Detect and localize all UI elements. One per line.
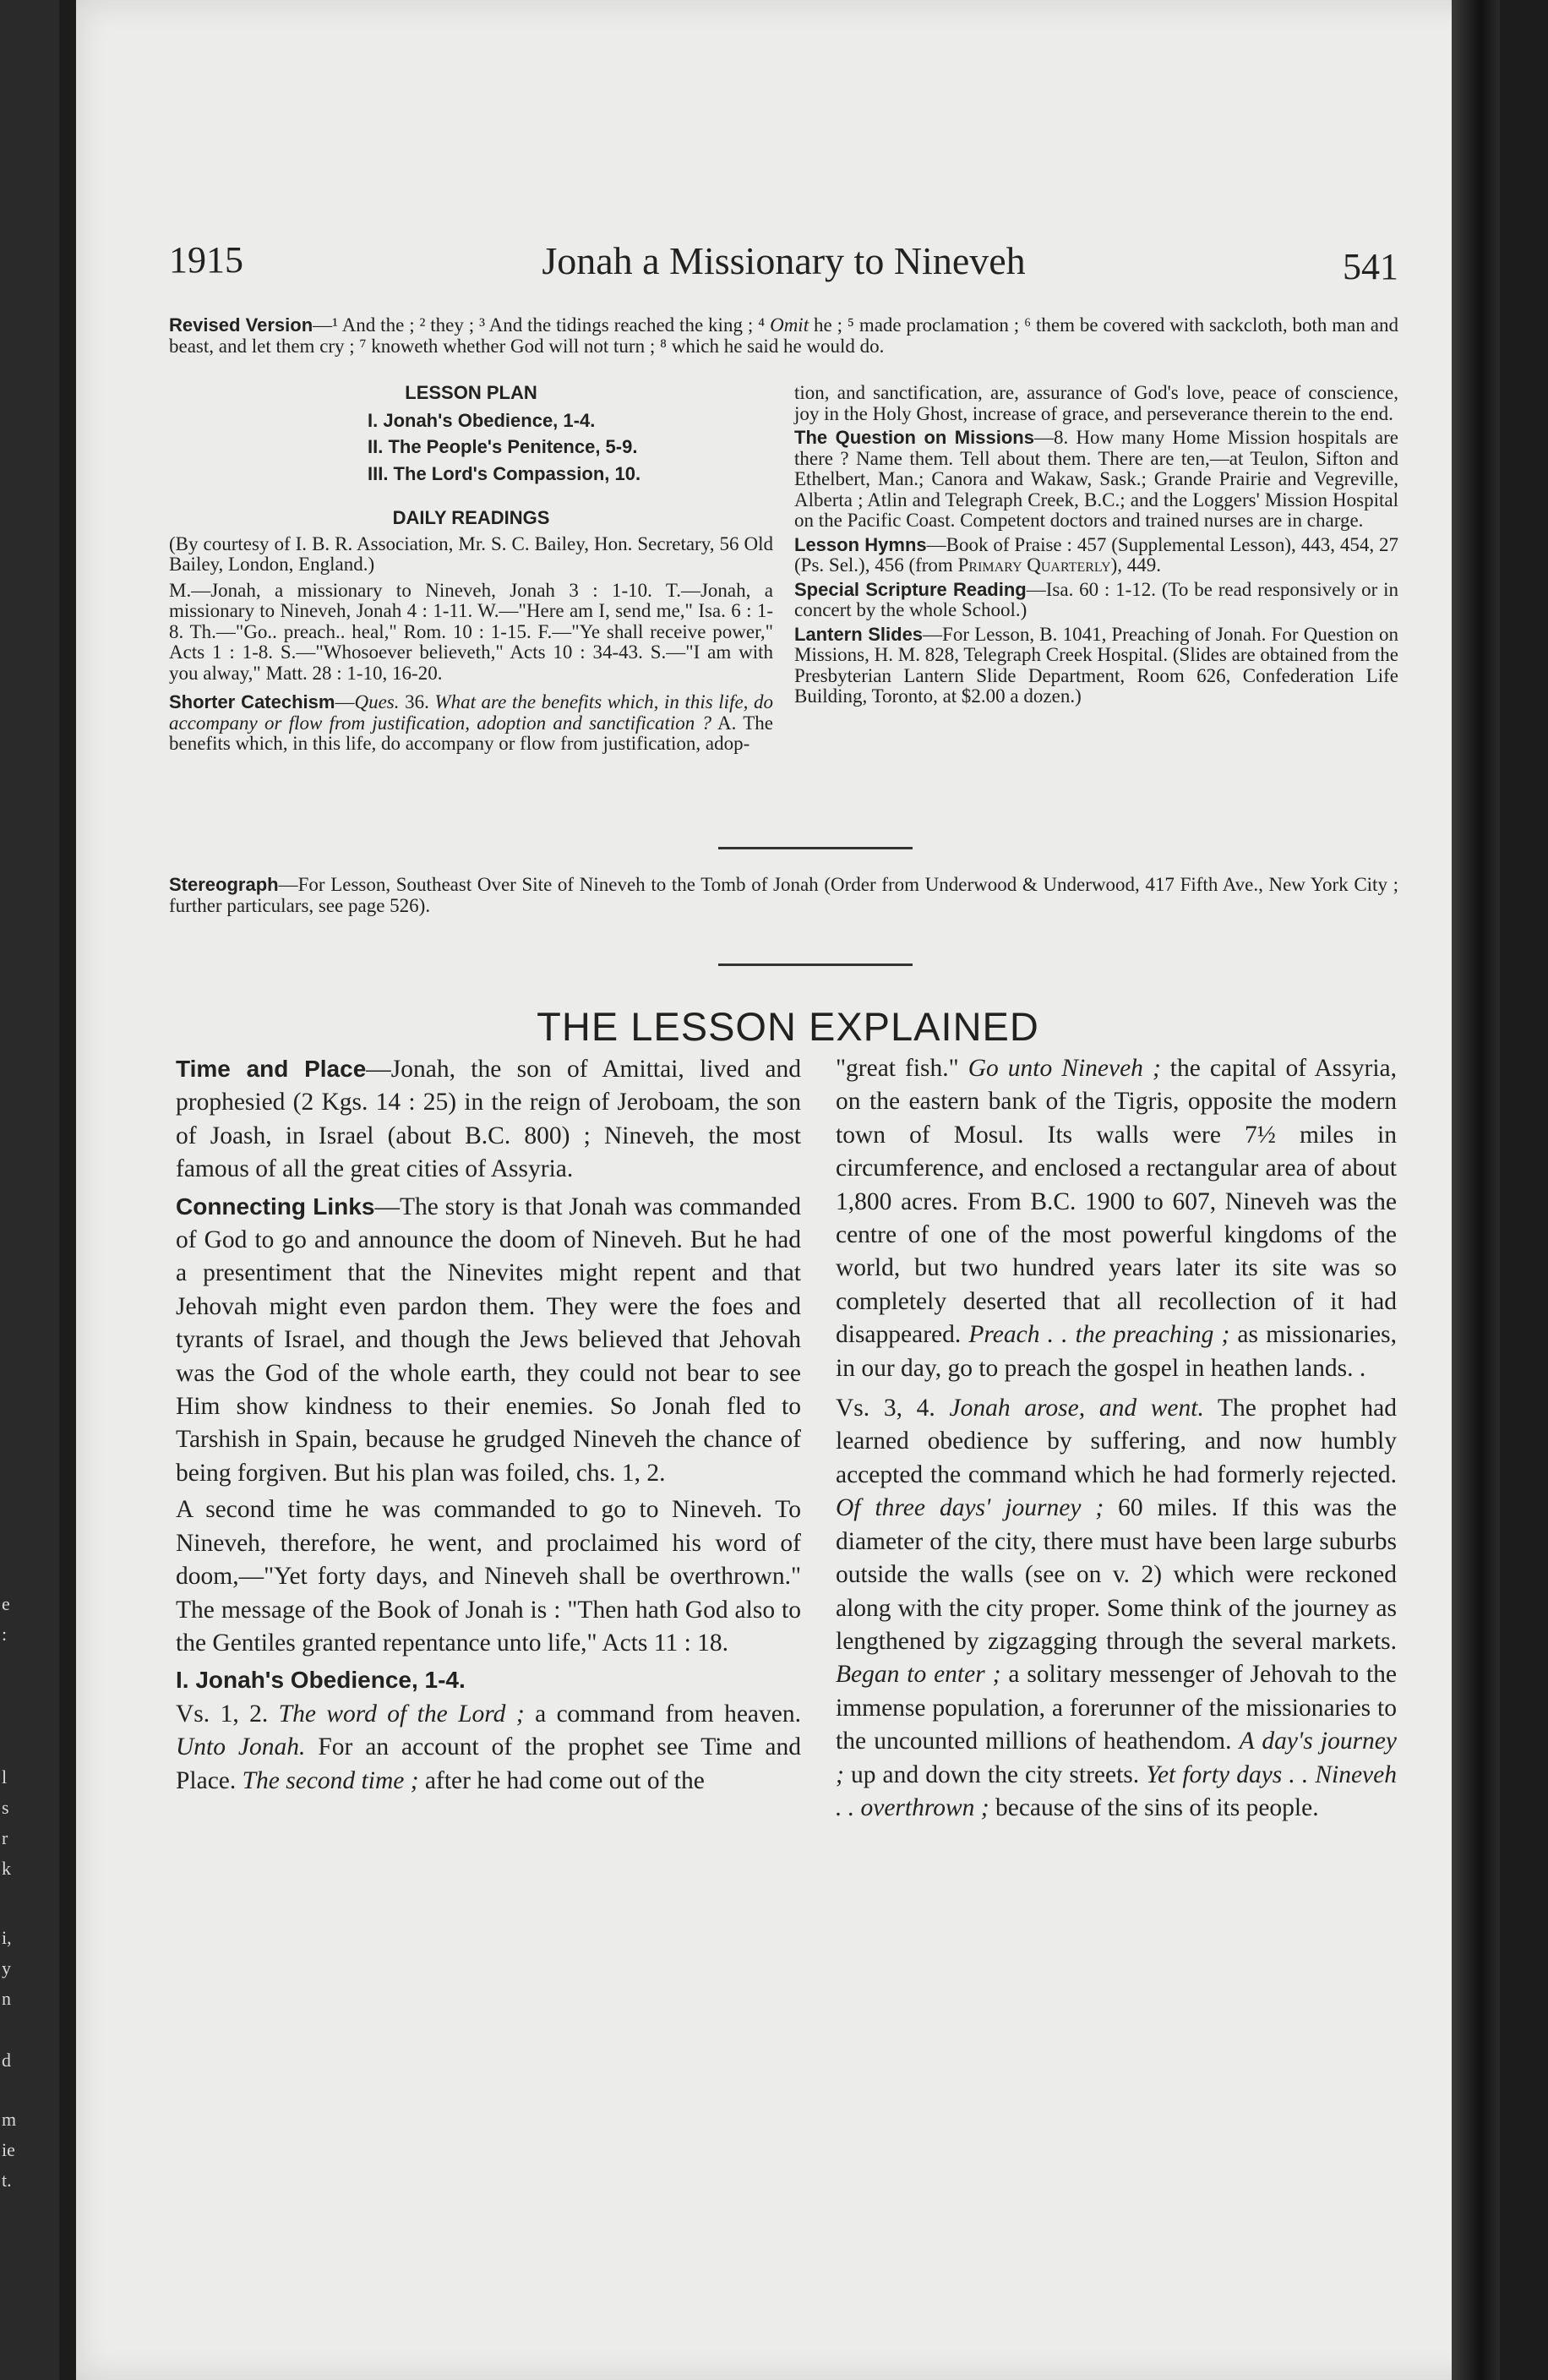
daily-readings-credit: (By courtesy of I. B. R. Association, Mr. S. C. Bailey, Hon. Secretary, 56 Old Bailey, London, England.)	[169, 532, 773, 575]
stereograph-text: —For Lesson, Southeast Over Site of Nineveh to the Tomb of Jonah (Order from Underwood & Underwood, 417 Fifth Ave., New York City ; further particulars, see page 526).	[169, 874, 1398, 916]
page-number: 541	[1343, 246, 1398, 287]
revised-version-text: —¹ And the ; ² they ; ³ And the tidings reached the king ; ⁴ Omit he ; ⁵ made proclamation ; ⁶ them be covered with sackcloth, both man and beast, and let them cry ; ⁷ knoweth whether God will not turn ; ⁸ which he said he would do.	[169, 314, 1398, 357]
revised-version-label: Revised Version	[169, 314, 313, 336]
edge-fragment: i,	[2, 1927, 12, 1948]
stereograph-note	[169, 875, 1398, 916]
edge-fragment: l	[2, 1766, 8, 1788]
lesson-hymns: Lesson Hymns—Book of Praise : 457 (Supplemental Lesson), 443, 454, 27 (Ps. Sel.), 456 (from Primary Quarterly), 449.	[794, 533, 1398, 576]
divider-rule	[718, 847, 913, 849]
daily-readings-text: M.—Jonah, a missionary to Nineveh, Jonah 3 : 1-10. T.—Jonah, a missionary to Nineveh, Jonah 4 : 1-11. W.—"Here am I, send me," Isa. 6 : 1-8. Th.—"Go.. preach.. heal," Rom. 10 : 1-15. F.—"Ye shall receive power," Acts 1 : 1-8. S.—"Whosoever believeth," Acts 10 : 34-43. S.—"I am with you alway," Matt. 28 : 1-10, 16-20.	[169, 579, 773, 684]
second-time-paragraph: A second time he was commanded to go to Nineveh. To Nineveh, therefore, he went, and proclaimed his word of doom,—"Yet forty days, and Nineveh shall be overthrown." The message of the Book of Jonah is : "Then hath God also to the Gentiles granted repentance unto life," Acts 11 : 18.	[176, 1496, 801, 1657]
edge-fragment: k	[2, 1858, 11, 1879]
verses-1-2-paragraph: Vs. 1, 2. The word of the Lord ; a command from heaven. Unto Jonah. For an account of the prophet see Time and Place. The second time ; after he had come out of the	[176, 1700, 801, 1794]
daily-readings-heading: DAILY READINGS	[392, 507, 550, 528]
scripture-reading: Special Scripture Reading—Isa. 60 : 1-12. (To be read responsively or in concert by the whole School.)	[794, 578, 1399, 620]
lesson-explained-heading: THE LESSON EXPLAINED	[537, 1004, 1039, 1049]
edge-fragment: y	[2, 1957, 11, 1979]
revised-version-note	[169, 315, 1398, 357]
divider-rule	[718, 963, 913, 966]
lantern-slides: Lantern Slides—For Lesson, B. 1041, Preaching of Jonah. For Question on Missions, H. M. 828, Telegraph Creek Hospital. (Slides are obtained from the Presbyterian Lantern Slide Department, Room 626, Confederation Life Building, Toronto, at $2.00 a dozen.)	[794, 623, 1398, 707]
edge-fragment: t.	[2, 2170, 12, 2191]
edge-fragment: e	[2, 1593, 10, 1614]
verses-3-4-paragraph: Vs. 3, 4. Jonah arose, and went. The prophet had learned obedience by suffering, and now humbly accepted the command which he had formerly rejected. Of three days' journey ; 60 miles. If this was the diameter of the city, there must have been large suburbs outside the walls (see on v. 2) which were reckoned along with the city proper. Some think of the journey as lengthened by zigzagging through the several markets. Began to enter ; a solitary messenger of Jehovah to the immense population, a forerunner of the missionaries to the uncounted millions of heathendom. A day's journey ; up and down the city streets. Yet forty days . . Nineveh . . overthrown ; because of the sins of its people.	[836, 1395, 1397, 1821]
edge-fragment: d	[2, 2050, 11, 2071]
body-right-column	[836, 1052, 1397, 1825]
header-year: 1915	[169, 239, 243, 281]
stereograph-label: Stereograph	[169, 874, 279, 895]
lesson-plan-item: III. The Lord's Compassion, 10.	[368, 462, 641, 484]
catechism-continuation: tion, and sanctification, are, assurance of God's love, peace of conscience, joy in the Holy Ghost, increase of grace, and perseverance therein to the end.	[794, 382, 1398, 424]
right-info-column	[794, 383, 1398, 707]
edge-fragment: :	[2, 1624, 8, 1645]
edge-fragment: r	[2, 1827, 8, 1848]
running-title: Jonah a Missionary to Nineveh	[542, 239, 1026, 282]
section-heading: I. Jonah's Obedience, 1-4.	[176, 1667, 466, 1694]
book-spine	[1452, 0, 1500, 2380]
book-page	[76, 0, 1500, 2380]
lesson-plan-item: I. Jonah's Obedience, 1-4.	[368, 409, 596, 431]
lesson-plan-item: II. The People's Penitence, 5-9.	[368, 436, 638, 457]
edge-fragment: ie	[2, 2139, 15, 2160]
running-header	[169, 238, 1398, 289]
edge-fragment: s	[2, 1797, 9, 1818]
edge-fragment: m	[2, 2109, 17, 2130]
lesson-plan-heading: LESSON PLAN	[405, 382, 537, 403]
missions-question: The Question on Missions—8. How many Home Mission hospitals are there ? Name them. Tell about them. There are ten,—at Teulon, Sifton and Ethelbert, Man.; Canora and Wakaw, Sask.; Grande Prairie and Vegreville, Alberta ; Atlin and Telegraph Creek, B.C.; and the Loggers' Mission Hospital on the Pacific Coast. Competent doctors and trained nurses are in charge.	[794, 427, 1399, 531]
body-left-column	[176, 1052, 801, 1798]
lesson-plan-list	[169, 411, 773, 485]
shorter-catechism	[169, 692, 773, 755]
left-info-column	[169, 383, 773, 755]
adjacent-page-strip	[0, 0, 59, 2380]
edge-fragment: n	[2, 1988, 11, 2009]
time-and-place-paragraph: Time and Place—Jonah, the son of Amittai, lived and prophesied (2 Kgs. 14 : 25) in the reign of Jeroboam, the son of Joash, in Israel (about B.C. 800) ; Nineveh, the most famous of all the great cities of Assyria.	[176, 1056, 801, 1183]
shorter-catechism-text: —Ques. 36. What are the benefits which, in this life, do accompany or flow from justification, adoption and sanctification ? A. The benefits which, in this life, do accompany or flow from justification, adop-	[169, 691, 773, 754]
shorter-catechism-label: Shorter Catechism	[169, 691, 335, 712]
nineveh-paragraph: "great fish." Go unto Nineveh ; the capital of Assyria, on the eastern bank of the Tigris, opposite the modern town of Mosul. Its walls were 7½ miles in circumference, and enclosed a rectangular area of about 1,800 acres. From B.C. 1900 to 607, Nineveh was the centre of one of the most powerful kingdoms of the world, but two hundred years later its site was so completely deserted that all recollection of it had disappeared. Preach . . the preaching ; as missionaries, in our day, go to preach the gospel in heathen lands. .	[836, 1055, 1398, 1382]
connecting-links-paragraph: Connecting Links—The story is that Jonah was commanded of God to go and announce the doom of Nineveh. But he had a presentiment that the Ninevites might repent and that Jehovah might even pardon them. They were the foes and tyrants of Israel, and though the Jews believed that Jehovah was the God of the whole earth, they could not bear to see Him show kindness to their enemies. So Jonah fled to Tarshish in Spain, because he grudged Nineveh the chance of being forgiven. But his plan was foiled, chs. 1, 2.	[176, 1193, 801, 1487]
